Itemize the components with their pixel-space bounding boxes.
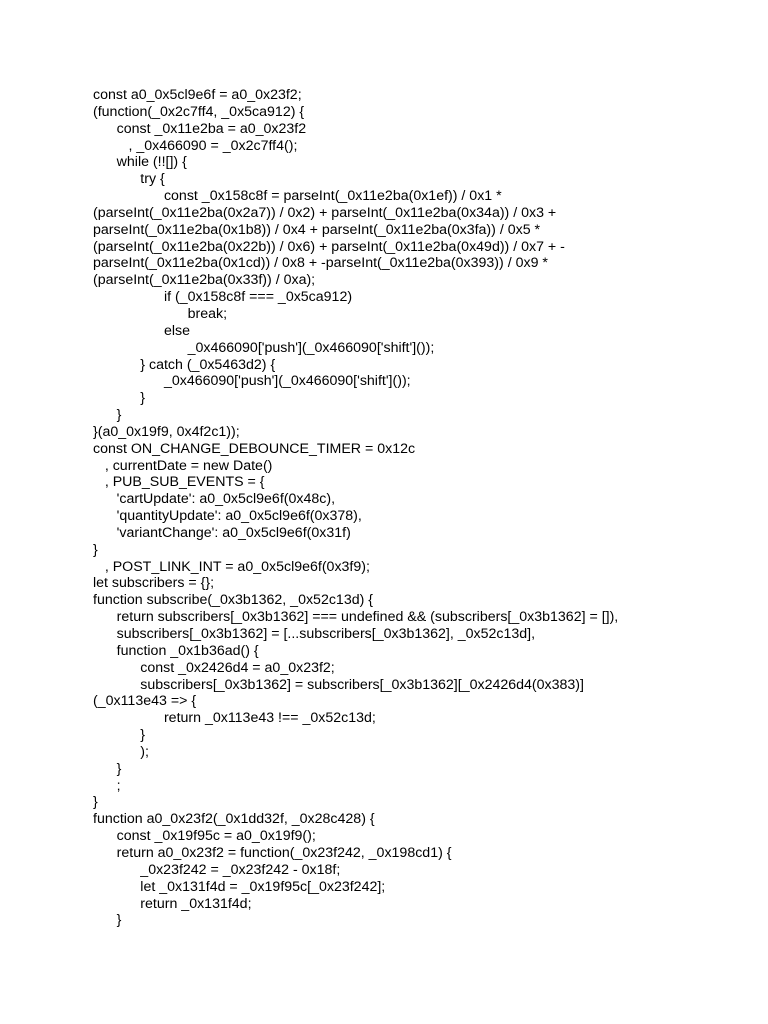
code-line: } xyxy=(93,760,122,777)
code-line: const a0_0x5cl9e6f = a0_0x23f2; xyxy=(93,87,302,103)
code-line: const ON_CHANGE_DEBOUNCE_TIMER = 0x12c xyxy=(93,440,416,457)
code-line: let subscribers = {}; xyxy=(93,575,215,592)
code-line: } xyxy=(93,727,146,744)
code-line: ); xyxy=(93,743,149,760)
code-line: _0x466090['push'](_0x466090['shift']()); xyxy=(93,373,411,390)
code-line: } xyxy=(93,912,122,929)
code-line: const _0x19f95c = a0_0x19f9(); xyxy=(93,828,316,845)
code-line: } xyxy=(93,407,122,424)
code-line: } xyxy=(93,541,98,558)
code-line: try { xyxy=(93,171,165,188)
code-line: } xyxy=(93,794,98,811)
code-line: break; xyxy=(93,305,228,322)
code-line: (parseInt(_0x11e2ba(0x2a7)) / 0x2) + parseInt(_0x11e2ba(0x34a)) / 0x3 + xyxy=(93,204,557,221)
code-line: function _0x1b36ad() { xyxy=(93,642,259,659)
code-line: else xyxy=(93,322,190,339)
code-line: function subscribe(_0x3b1362, _0x52c13d) { xyxy=(93,592,374,609)
code-line: while (!![]) { xyxy=(93,154,187,171)
code-line: (_0x113e43 => { xyxy=(93,693,197,710)
code-line: parseInt(_0x11e2ba(0x1b8)) / 0x4 + parseInt(_0x11e2ba(0x3fa)) / 0x5 * xyxy=(93,221,541,238)
code-line: return _0x131f4d; xyxy=(93,895,252,912)
code-line: return a0_0x23f2 = function(_0x23f242, _0x198cd1) { xyxy=(93,844,452,861)
code-line: (parseInt(_0x11e2ba(0x33f)) / 0xa); xyxy=(93,272,316,289)
code-line: (parseInt(_0x11e2ba(0x22b)) / 0x6) + parseInt(_0x11e2ba(0x49d)) / 0x7 + - xyxy=(93,238,565,255)
code-line: const _0x11e2ba = a0_0x23f2 xyxy=(93,120,307,137)
code-line: return subscribers[_0x3b1362] === undefined && (subscribers[_0x3b1362] = []), xyxy=(93,609,619,626)
code-line: 'variantChange': a0_0x5cl9e6f(0x31f) xyxy=(93,524,351,541)
code-line: _0x23f242 = _0x23f242 - 0x18f; xyxy=(93,861,341,878)
code-block xyxy=(93,87,703,929)
code-line: _0x466090['push'](_0x466090['shift']()); xyxy=(93,339,435,356)
code-line: (function(_0x2c7ff4, _0x5ca912) { xyxy=(93,103,305,120)
code-line: let _0x131f4d = _0x19f95c[_0x23f242]; xyxy=(93,878,386,895)
code-line: return _0x113e43 !== _0x52c13d; xyxy=(93,710,376,727)
code-line: , POST_LINK_INT = a0_0x5cl9e6f(0x3f9); xyxy=(93,558,370,575)
code-line: ; xyxy=(93,777,121,794)
code-line: function a0_0x23f2(_0x1dd32f, _0x28c428) { xyxy=(93,811,375,828)
code-line: 'cartUpdate': a0_0x5cl9e6f(0x48c), xyxy=(93,491,336,508)
code-line: subscribers[_0x3b1362] = subscribers[_0x3b1362][_0x2426d4(0x383)] xyxy=(93,676,584,693)
code-line: , PUB_SUB_EVENTS = { xyxy=(93,474,265,491)
code-line: 'quantityUpdate': a0_0x5cl9e6f(0x378), xyxy=(93,508,362,525)
code-line: if (_0x158c8f === _0x5ca912) xyxy=(93,289,353,306)
code-line: parseInt(_0x11e2ba(0x1cd)) / 0x8 + -parseInt(_0x11e2ba(0x393)) / 0x9 * xyxy=(93,255,548,272)
code-line: }(a0_0x19f9, 0x4f2c1)); xyxy=(93,423,240,440)
code-line: } xyxy=(93,390,146,407)
code-line: } catch (_0x5463d2) { xyxy=(93,356,276,373)
code-line: subscribers[_0x3b1362] = [...subscribers[_0x3b1362], _0x52c13d], xyxy=(93,626,536,642)
code-line: , _0x466090 = _0x2c7ff4(); xyxy=(93,137,298,154)
code-line: const _0x2426d4 = a0_0x23f2; xyxy=(93,659,335,676)
code-line: , currentDate = new Date() xyxy=(93,457,273,474)
code-line: const _0x158c8f = parseInt(_0x11e2ba(0x1ef)) / 0x1 * xyxy=(93,188,502,205)
